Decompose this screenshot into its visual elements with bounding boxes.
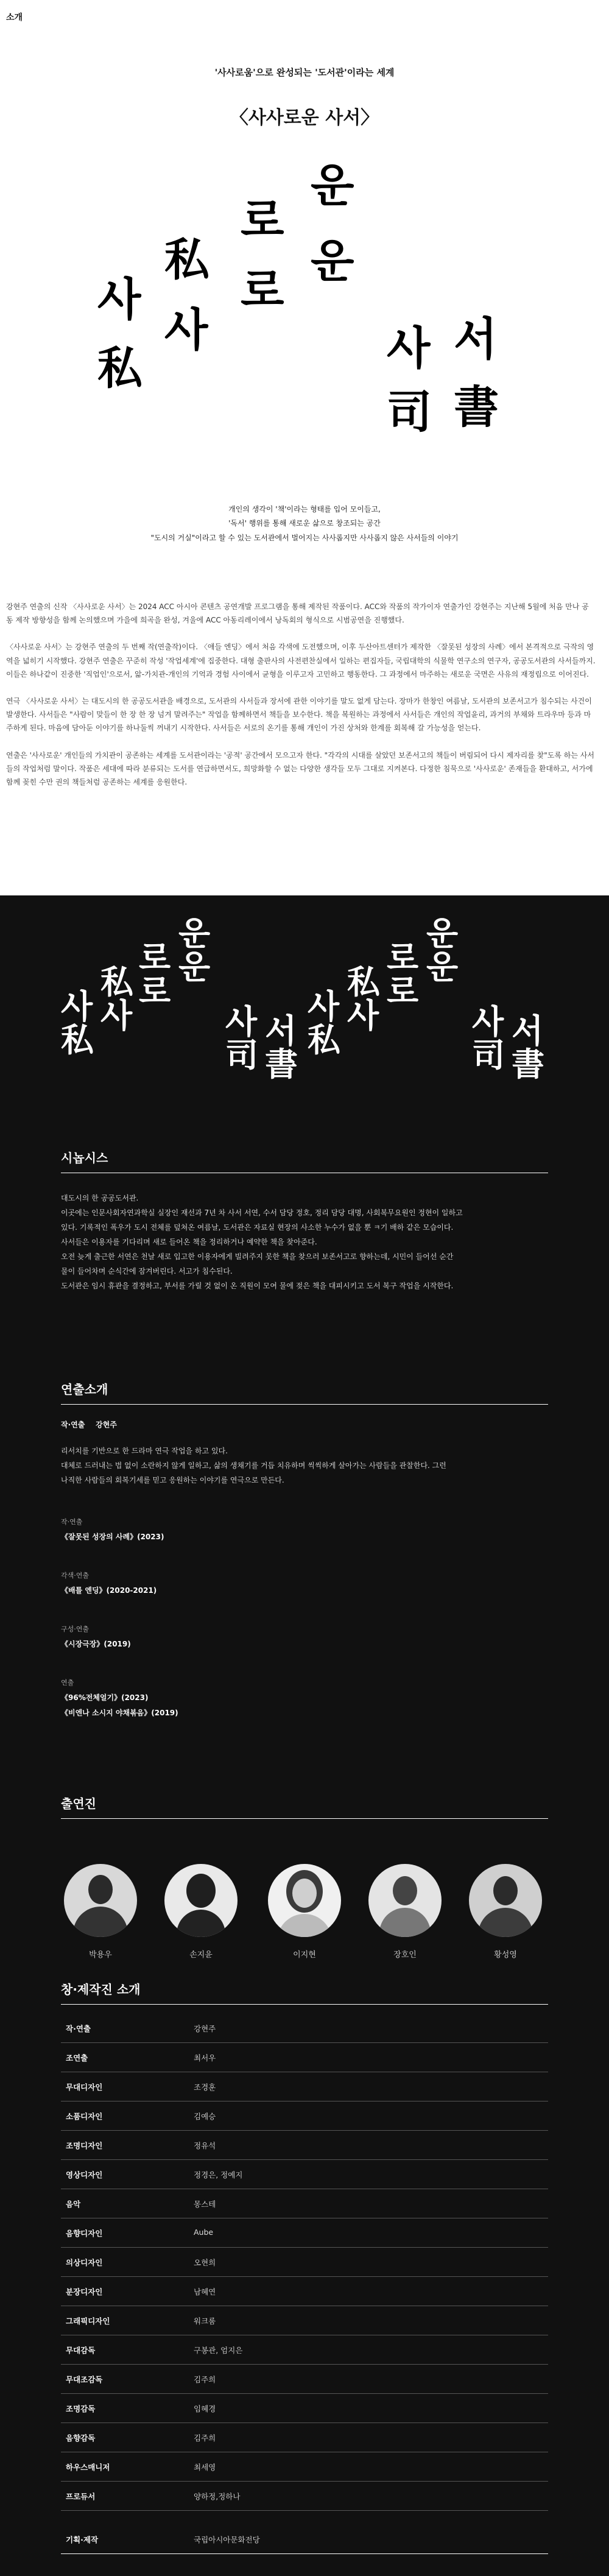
director-bio: 리서치를 기반으로 한 드라마 연극 작업을 하고 있다. 대체로 드러내는 법 없이 소란하지 않게 일하고, 삶의 생채기를 거듭 치유하며 씩씩하게 살아가는 사람들을 관찰한다. 그런 나직한 사람들의 회복기세를 믿고 응원하는 이야기를 연극으로 만든다. — [61, 1447, 446, 1484]
cast-name: 손지윤 — [189, 1950, 213, 1960]
calligraphy-char: 私 — [97, 342, 143, 395]
avatar — [469, 1864, 542, 1937]
intro-paragraph: 강현주 연출의 신작 〈사사로운 사서〉는 2024 ACC 아시아 콘텐츠 공연개발 프로그램을 통해 제작된 작품이다. ACC와 작품의 작가이자 연출가인 강현주는 지난해 5월에 처음 만나 공동 제작 방향성을 함께 논의했으며 가을에 희곡을 완성, 겨울에 ACC 아동리레이에서 낭독회의 형식으로 시범공연을 진행했다. — [6, 602, 589, 625]
synopsis-text: 대도시의 한 공공도서관. 이곳에는 인문사회자연과학실 실장인 재선과 7년 차 사서 서연, 수서 담당 정호, 정리 담당 대명, 사회복무요원인 정현이 일하고 있다. 기록적인 폭우가 도시 전체를 덮쳐온 여름날, 도서관은 자료실 현장의 사소한 누수가 없을 뿐 ㅋ기 배하 같은 모습이다. 사서들은 이용자를 기다리며 새로 들어온 책을 정리하거나 예약한 책을 찾아준다. 오전 늦게 출근한 서연은 천날 새로 입고한 이용자에게 빌려주지 못한 책을 찾으러 보존서고로 향하는데, 시민이 들어선 순간 물이 들어차며 순식간에 잠겨버린다. 서고가 침수된다. 도서관은 임시 휴관을 결정하고, 부서를 가릴 것 없이 온 직원이 모여 물에 젖은 책을 대피시키고 도서 복구 작업을 시작한다. — [61, 1194, 463, 1290]
calligraphy-char: 사 — [97, 273, 141, 326]
calligraphy-char: 로 — [387, 972, 419, 1011]
staff-row: 무대디자인 조경훈 — [61, 2072, 548, 2101]
staff-table — [61, 2014, 548, 2554]
director-name: 강현주 — [96, 1420, 117, 1429]
director-name-line — [61, 1419, 117, 1430]
work-label: 연출 — [61, 1679, 74, 1687]
staff-row: 분장디자인 남혜연 — [61, 2277, 548, 2306]
calligraphy-char: 사 — [164, 304, 208, 356]
staff-row: 조명디자인 정유석 — [61, 2131, 548, 2160]
calligraphy-char: 서 — [265, 1011, 297, 1050]
staff-row: 음악 몽스테 — [61, 2189, 548, 2218]
director-role: 작·연출 — [61, 1420, 85, 1429]
staff-row: 조명감독 임혜경 — [61, 2394, 548, 2423]
avatar — [368, 1864, 442, 1937]
intro-text — [6, 600, 596, 802]
staff-row: 영상디자인 정경은, 정예지 — [61, 2160, 548, 2189]
tagline: '사사로움'으로 완성되는 '도서관'이라는 세계 — [214, 67, 395, 78]
director-heading: 연출소개 — [61, 1382, 108, 1397]
intro-paragraph: 연극 〈사사로운 사서〉는 대도시의 한 공공도서관을 배경으로, 도서관의 사서들과 장서에 관한 이야기를 말도 없게 담는다. 장마가 한창인 여름날, 도서관의 보존서고가 침수되는 사건이 발생한다. 사서들은 "사람이 맞들이 한 장 한 장 넘겨 말려주는" 작업을 함께하면서 책들을 보수한다. 책을 복원하는 과정에서 사서들은 개인의 작업윤리, 과거의 부채와 트라우마 등과 마주하게 된다. 마음에 담아둔 이야기를 하나둘씩 꺼내기 시작한다. 사서들은 서로의 온기를 통해 개인이 가진 상처와 한계를 회복해 갈 가능성을 얻는다. — [6, 696, 592, 733]
staff-row: 그래픽디자인 워크룸 — [61, 2306, 548, 2335]
cast-heading: 출연진 — [61, 1796, 96, 1811]
calligraphy-char: 로 — [387, 938, 419, 977]
avatar — [64, 1864, 137, 1937]
cast-name: 장호인 — [393, 1950, 417, 1960]
tagline-description: 개인의 생각이 '책'이라는 형태를 입어 모이들고, '독서' 행위를 통해 새로운 삶으로 창조되는 공간 "도시의 거실"이라고 할 수 있는 도서관에서 벌어지는 사사롭지만 사사롭지 않은 사서들의 이야기 — [150, 505, 459, 542]
director-works — [61, 1517, 548, 1718]
calligraphy-char: 私 — [100, 962, 133, 1001]
calligraphy-char: 로 — [139, 972, 171, 1011]
calligraphy-char: 운 — [311, 160, 354, 212]
calligraphy-char: 司 — [472, 1036, 505, 1075]
calligraphy-char: 서 — [454, 313, 498, 365]
intro-paragraph: 연출은 '사사로운' 개인들의 가치관이 공존하는 세계를 도서관이라는 '공적' 공간에서 모으고자 한다. "각각의 시대를 살았던 보존서고의 책들이 버림되어 다시 제자리를 찾"도록 하는 사서들의 작업처럼 말이다. 작품은 세대에 따라 분류되는 도서를 연급하면서도, 희망화할 수 없는 다양한 생각들 모두 그대로 지켜본다. 다정한 침묵으로 '사사로운' 존재들을 환대하고, 서가에 함께 꽂힌 수만 권의 책들처럼 공존하는 세계를 응원한다. — [6, 750, 594, 786]
calligraphy-char: 로 — [139, 938, 171, 977]
divider — [61, 1818, 548, 1819]
calligraphy-char: 私 — [347, 962, 380, 1001]
calligraphy-char: 私 — [308, 1020, 340, 1059]
calligraphy-char: 사 — [61, 987, 93, 1026]
calligraphy-char: 로 — [241, 264, 284, 317]
calligraphy-char: 사 — [225, 1002, 258, 1041]
calligraphy-char: 사 — [472, 1002, 504, 1041]
staff-row: 작·연출 강현주 — [61, 2014, 548, 2043]
calligraphy-char: 운 — [178, 947, 211, 986]
calligraphy-char: 書 — [512, 1045, 544, 1084]
work-label: 구성·연출 — [61, 1625, 90, 1633]
calligraphy-char: 운 — [178, 914, 211, 953]
synopsis-heading: 시놉시스 — [61, 1151, 108, 1165]
work-label: 각색·연출 — [61, 1572, 90, 1579]
calligraphy-char: 운 — [426, 947, 459, 986]
calligraphy-char: 운 — [426, 914, 459, 953]
staff-row: 음향감독 김주희 — [61, 2423, 548, 2452]
calligraphy-char: 私 — [61, 1020, 94, 1059]
cast-member — [164, 1864, 238, 1960]
staff-row: 의상디자인 오현희 — [61, 2248, 548, 2277]
cast-member — [368, 1864, 442, 1960]
work-title: 《시장극장》(2019) — [61, 1640, 131, 1648]
work-title: 《96%전체얼기》(2023) — [61, 1693, 149, 1702]
calligraphy-char: 사 — [347, 996, 379, 1035]
calligraphy-char: 書 — [265, 1045, 298, 1084]
staff-row: 소품디자인 김예승 — [61, 2101, 548, 2131]
work-label: 작·연출 — [61, 1518, 83, 1526]
avatar — [164, 1864, 238, 1937]
calligraphy-char: 서 — [512, 1011, 544, 1050]
staff-row: 무대감독 구봉관, 엄지은 — [61, 2335, 548, 2365]
staff-row: 조연출 최서우 — [61, 2043, 548, 2072]
calligraphy-char: 私 — [164, 234, 209, 286]
staff-row: 프로듀서 양하정,정하나 — [61, 2482, 548, 2511]
calligraphy-char: 書 — [454, 381, 499, 434]
cast-name: 박용우 — [89, 1950, 112, 1960]
page-title: 〈사사로운 사서〉 — [230, 107, 379, 129]
cast-member — [268, 1864, 341, 1960]
staff-row: 음향디자인 Aube — [61, 2218, 548, 2248]
cast-name: 이지현 — [293, 1950, 316, 1960]
section-label: 소개 — [6, 13, 23, 23]
divider — [61, 1404, 548, 1405]
calligraphy-char: 로 — [241, 194, 284, 247]
calligraphy-char: 사 — [308, 987, 340, 1026]
cast-member — [64, 1864, 137, 1960]
calligraphy-char: 사 — [387, 322, 431, 375]
calligraphy-char: 운 — [311, 235, 354, 288]
intro-paragraph: 〈사사로운 사서〉는 강현주 연출의 두 번째 작(연출작)이다. 〈애들 엔딩〉에서 처음 각색에 도전했으며, 이후 두산아트센터가 제작한 〈잘못된 성장의 사례〉에서 본격적으로 극작의 영역을 넓히기 시작했다. 강현주 연출은 꾸준히 작성 '작업세계'에 집중한다. 대형 출판사의 사전편찬실에서 일하는 편집자들, 국립대학의 식물학 연구소의 연구자, 공공도서관의 사서들까지. 이들은 하나같이 진중한 '직업인'으로서, 앎-가치관-개인의 기억과 경험 사이에서 균형을 이루고자 고민하고 행동한다. 그 과정에서 마주하는 새로운 국면은 사유의 재정립으로 이어진다. — [6, 643, 596, 679]
calligraphy-char: 司 — [387, 386, 432, 439]
cast-member — [469, 1864, 542, 1960]
avatar — [268, 1864, 341, 1937]
staff-row: 하우스매니저 최세영 — [61, 2452, 548, 2482]
calligraphy-char: 司 — [225, 1036, 258, 1075]
work-title: 《잘못된 성장의 사례》(2023) — [61, 1533, 164, 1541]
work-title: 《비엔나 소시지 야채볶음》(2019) — [61, 1709, 178, 1717]
cast-name: 황성영 — [494, 1950, 517, 1960]
staff-row-producer: 기획·제작 국립아시아문화전당 — [61, 2511, 548, 2554]
calligraphy-char: 사 — [100, 996, 133, 1035]
staff-row: 무대조감독 김주희 — [61, 2365, 548, 2394]
staff-heading: 창·제작진 소개 — [61, 1982, 141, 1997]
divider — [61, 2004, 548, 2005]
work-title: 《배틀 엔딩》(2020-2021) — [61, 1586, 157, 1595]
